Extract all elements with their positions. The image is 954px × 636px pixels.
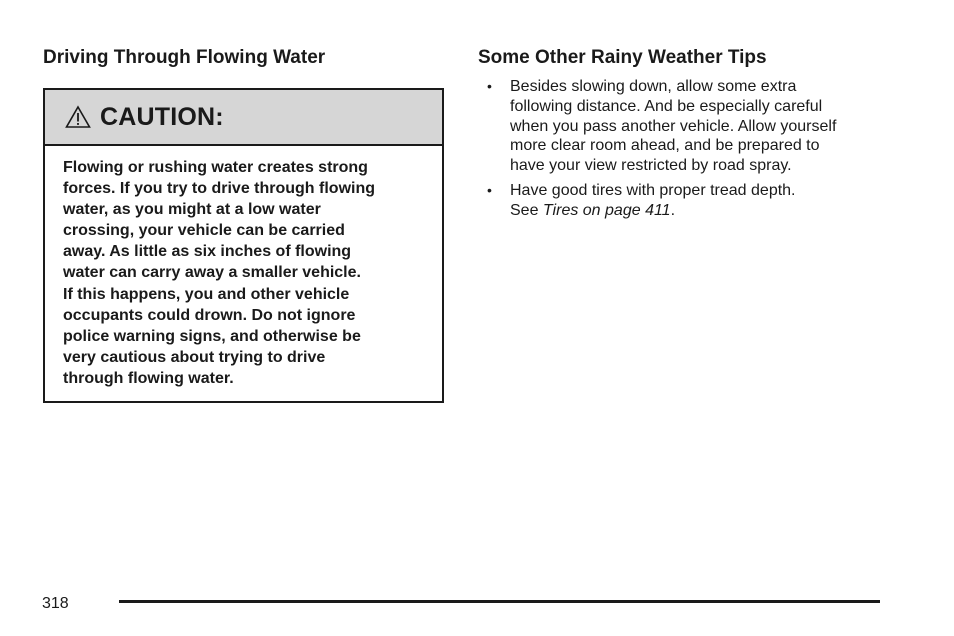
tip-line: when you pass another vehicle. Allow yourself (510, 117, 837, 135)
caution-box (43, 88, 444, 403)
caution-line: occupants could drown. Do not ignore (63, 306, 356, 324)
tip-line (510, 201, 898, 221)
list-item (478, 181, 898, 221)
period: . (670, 201, 676, 219)
warning-triangle-icon (65, 105, 91, 129)
caution-line: crossing, your vehicle can be carried (63, 222, 345, 240)
caution-line: water, as you might at a low water (63, 201, 321, 219)
caution-line: through flowing water. (63, 369, 234, 387)
tip-line: more clear room ahead, and be prepared to (510, 137, 820, 155)
page-reference-link[interactable]: Tires on page 411 (542, 201, 671, 219)
caution-line: police warning signs, and otherwise be (63, 327, 361, 345)
tip-line: have your view restricted by road spray. (510, 157, 792, 175)
page-number: 318 (42, 595, 69, 612)
caution-header (45, 90, 442, 146)
caution-line: very cautious about trying to drive (63, 348, 326, 366)
tip-line: Besides slowing down, allow some extra (510, 78, 797, 95)
tip-line: Have good tires with proper tread depth. (510, 181, 796, 199)
caution-line: If this happens, you and other vehicle (63, 285, 350, 303)
tips-list (478, 77, 898, 226)
list-item (478, 77, 898, 176)
bullet-icon: • (487, 181, 492, 198)
caution-line: Flowing or rushing water creates strong (63, 159, 368, 176)
caution-title: CAUTION: (100, 102, 224, 131)
section-heading-rainy-tips: Some Other Rainy Weather Tips (478, 47, 767, 68)
see-prefix: See (510, 201, 543, 219)
caution-line: away. As little as six inches of flowing (63, 243, 352, 261)
section-heading-flowing-water: Driving Through Flowing Water (43, 47, 326, 68)
tip-line: following distance. And be especially careful (510, 97, 823, 115)
caution-text (45, 146, 442, 389)
footer-rule (119, 600, 880, 603)
caution-line: forces. If you try to drive through flowing (63, 180, 376, 198)
bullet-icon: • (487, 78, 492, 94)
caution-line: water can carry away a smaller vehicle. (63, 264, 361, 282)
